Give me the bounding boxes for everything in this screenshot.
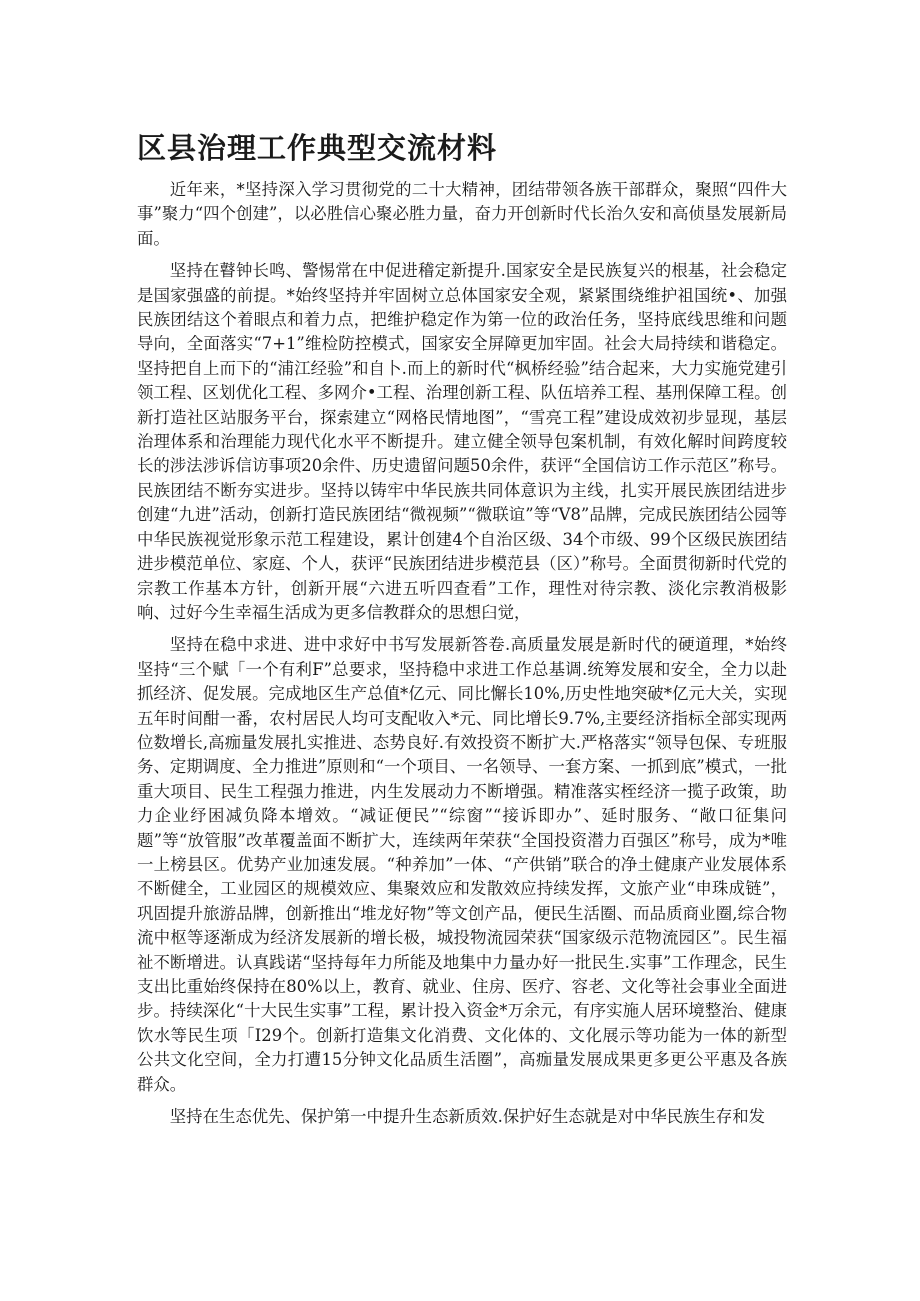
paragraph-stability: 坚持在瞽钟长鸣、警惕常在中促进稽定新提升.国家安全是民族复兴的根基，社会稳定是国家强盛的前提。*始终坚持并牢固树立总体国家安全观，紧紧围绕维护祖国统•、加强民族团结这个着眼点和着力点，把维护稳定作为第一位的政治任务，坚持底线思维和问题导向，全面落实“7+1”维检防控模式，国家安全屏障更加牢固。社会大局持续和谐稳定。坚持把自上而下的“浦江经验”和自卜.而上的新时代“枫桥经验”结合起来，大力实施党建引领工程、区划优化工程、多网介•工程、治理创新工程、队伍培养工程、基刑保障工程。创新打造社区站服务平台，探索建立“网格民情地图”，“雪亮工程”建设成效初步显现，基层治理体系和治理能力现代化水平不断提升。建立健全领导包案机制，有效化解时间跨度较长的涉法涉诉信访事项20余件、历史遗留问题50余件，获评“全国信访工作示范区”称号。民族团结不断夯实进步。坚持以铸牢中华民族共同体意识为主线，扎实开展民族团结进步创建“九进”活动，创新打造民族团结“微视频”“微联谊”等“V8”品牌，完成民族团结公园等中华民族视觉形象示范工程建设，累计创建4个自治区级、34个市级、99个区级民族团结进步模范单位、家庭、个人，获评“民族团结进步模范县（区）”称号。全面贯彻新时代党的宗教工作基本方针，创新开展“六进五听四查看”工作，理性对待宗教、淡化宗教消极影响、过好今生幸福生活成为更多信教群众的思想臼觉，	[137, 261, 787, 622]
paragraph-intro: 近年来，*坚持深入学习贯彻党的二十大精神，团结带领各族干部群众，聚照“四件大事”聚力“四个创建”，以必胜信心聚必胜力量，奋力开创新时代长治久安和高侦垦发展新局面。	[137, 180, 787, 248]
document-body	[137, 178, 787, 1137]
document-title: 区县治理工作典型交流材料	[137, 131, 498, 165]
paragraph-ecology: 坚持在生态优先、保护第一中提升生态新质效.保护好生态就是对中华民族生存和发	[169, 1107, 766, 1127]
paragraph-development: 坚持在稳中求进、进中求好中书写发展新答卷.高质量发展是新时代的硬道理，*始终坚持“三个赋「一个有利F”总要求，坚持稳中求进工作总基调.统筹发展和安全，全力以赴抓经济、促发展。完成地区生产总值*亿元、同比懈长10%,历史性地突破*亿元大关，实现五年时间酣一番，农村居民人均可支配收入*元、同比增长9.7%,主要经济指标全部实现两位数增长,高痂量发展扎实推进、态势良好.有效投资不断扩大.严格落实“领导包保、专班服务、定期调度、全力推进”原则和“一个项目、一名领导、一套方案、一抓到底”模式，一批重大项目、民生工程强力推进，内生发展动力不断增强。精准落实桎经济一揽子政策，助力企业纾困减负降本增效。“减证便民”“综窗”“接诉即办”、延时服务、“敞口征集问题”等“放管服”改革覆盖面不断扩大，连续两年荣获“全国投资潜力百强区”称号，成为*唯一上榜县区。优势产业加速发展。“种养加”一体、“产供销”联合的净土健康产业发展体系不断健全，工业园区的规模效应、集聚效应和发散效应持续发挥，文旅产业“申珠成链”，巩固提升旅游品牌，创新推出“堆龙好物”等文创产品，便民生活圈、而品质商业圈,综合物流中枢等逐渐成为经济发展新的增长极，城投物流园荣获“国家级示范物流园区”。民生福祉不断增进。认真践诺“坚持每年力所能及地集中力量办好一批民生.实事”工作理念，民生支出比重始终保持在80%以上，教育、就业、住房、医疗、容老、文化等社会事业全面进步。持续深化“十大民生实事”工程，累计投入资金*万余元，有序实施人居环境整治、健康饮水等民生项「I29个。创新打造集文化消费、文化体的、文化展示等功能为一体的新型公共文化空间，全力打遭15分钟文化品质生活圈”，高痂量发展成果更多更公平惠及各族群众。	[137, 635, 787, 1094]
